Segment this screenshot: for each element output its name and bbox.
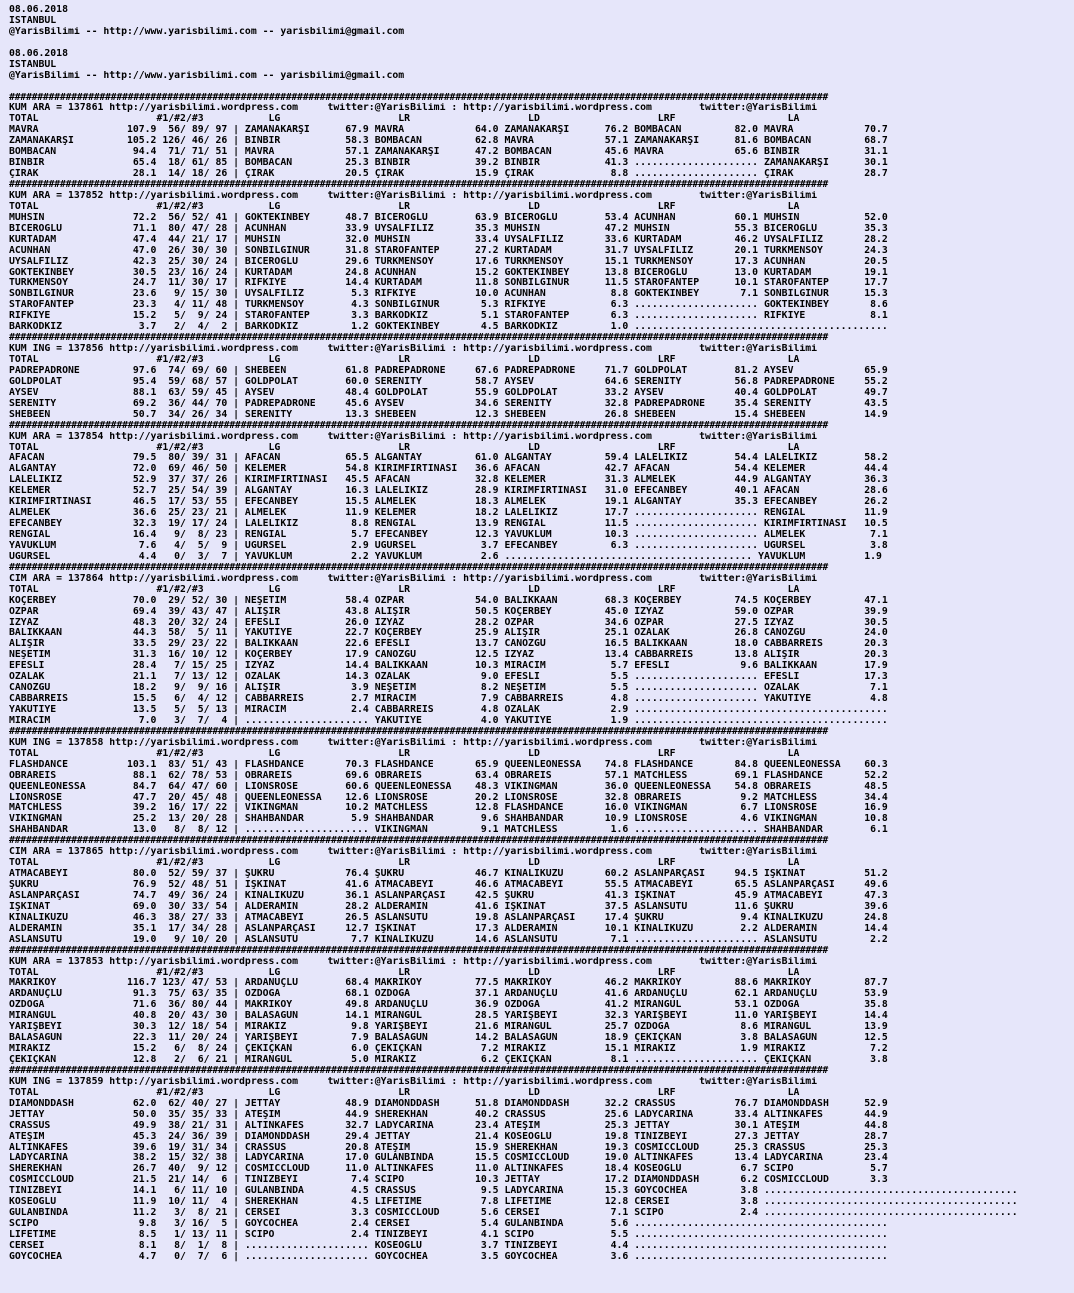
column-header: TOTAL #1/#2/#3 LG LR LD LRF LA — [9, 114, 800, 125]
race-section — [9, 957, 1074, 1066]
race-title: KUM ING = 137858 http://yarisbilimi.wordpress.com twitter:@YarisBilimi : http://yarisbilimi.wordpress.com twitter:@YarisBilimi — [9, 737, 818, 748]
column-header: TOTAL #1/#2/#3 LG LR LD LRF LA — [9, 355, 800, 365]
runner-row: ALMELEK 36.6 25/ 23/ 21 | ALMELEK 11.9 KELEMER 18.2 LALELİKIZ 17.7 ..................... RENGİAL 11.9 — [9, 508, 888, 519]
runner-row: ÖZALAK 21.1 7/ 13/ 12 | ÖZALAK 14.3 ÖZALAK 9.0 EFESLİ 5.5 ..................... EFESLİ 17.3 — [9, 672, 888, 683]
runner-row: COSMICCLOUD 21.5 21/ 14/ 6 | TİNİZBEYİ 7.4 SCIPO 10.3 JETTAY 17.2 DIAMONDDASH 6.2 COSMICCLOUD 3.3 — [9, 1175, 888, 1186]
runner-row: ATMACABEYİ 80.0 52/ 59/ 37 | ŞÜKRÜ 76.4 ŞÜKRÜ 46.7 KINALIKUZU 60.2 ASLANPARÇASI 94.5 İŞKINAT 51.2 — [9, 869, 888, 880]
runner-row: ASLANPARÇASI 74.7 49/ 36/ 24 | KINALIKUZU 36.1 ASLANPARÇASI 42.5 ŞÜKRÜ 41.3 İŞKINAT 45.9 ATMACABEYİ 47.3 — [9, 890, 888, 901]
runner-row: ASLANSUTU 19.0 9/ 10/ 20 | ASLANSUTU 7.7 KINALIKUZU 14.6 ASLANSUTU 7.1 ..................... ASLANSUTU 2.2 — [9, 934, 888, 945]
runner-row: SHEBEEN 50.7 34/ 26/ 34 | SERENITY 13.3 SHEBEEN 12.3 SHEBEEN 26.8 SHEBEEN 15.4 SHEBEEN 14.9 — [9, 409, 888, 420]
runner-row: BARKODKIZ 3.7 2/ 4/ 2 | BARKODKIZ 1.2 GÖKTEKİNBEY 4.5 BARKODKIZ 1.0 ........................................... — [9, 322, 888, 333]
runner-row: ACUNHAN 47.0 26/ 30/ 30 | SONBİLGİNUR 31.8 STAROFANTEP 27.2 KURTADAM 31.7 UYSALFİLİZ 20.1 TÜRKMENSOY 24.3 — [9, 245, 888, 256]
runner-row: GOYCOCHEA 4.7 0/ 7/ 6 | ..................... GOYCOCHEA 3.5 GOYCOCHEA 3.6 ........................................... — [9, 1251, 888, 1262]
runner-row: BALASAGUN 22.3 11/ 20/ 24 | YARIŞBEYİ 7.9 BALASAGUN 14.2 BALASAGUN 18.9 ÇEKİÇKAN 3.8 BALASAGUN 12.5 — [9, 1033, 888, 1044]
race-title: KUM ING = 137856 http://yarisbilimi.wordpress.com twitter:@YarisBilimi : http://yarisbilimi.wordpress.com twitter:@YarisBilimi — [9, 344, 818, 355]
column-header: TOTAL #1/#2/#3 LG LR LD LRF LA — [9, 1087, 800, 1098]
runner-row: BOMBACAN 94.4 71/ 71/ 51 | MAVRA 57.1 ZAMANAKARŞI 47.2 BOMBACAN 45.6 MAVRA 65.6 BİNBİR 31.1 — [9, 147, 888, 158]
runner-row: CABBARREİS 15.5 6/ 4/ 12 | CABBARREİS 2.7 MİRACIM 7.9 CABBARREİS 4.8 ..................... YAKUTİYE 4.8 — [9, 694, 888, 705]
header-line: @YarisBilimi -- http://www.yarisbilimi.com -- yarisbilimi@gmail.com — [9, 26, 405, 37]
header-line: 08.06.2018 — [9, 5, 68, 15]
runner-row: GÖKTEKİNBEY 30.5 23/ 16/ 24 | KURTADAM 24.8 ACUNHAN 15.2 GÖKTEKİNBEY 13.8 BİCEROĞLU 13.0 KURTADAM 19.1 — [9, 267, 888, 278]
runner-row: İZYAZ 48.3 20/ 32/ 24 | EFESLİ 26.0 İZYAZ 28.2 ÖZPAR 34.6 ÖZPAR 27.5 İZYAZ 30.5 — [9, 617, 888, 628]
runner-row: PADREPADRONE 97.6 74/ 69/ 60 | SHEBEEN 61.8 PADREPADRONE 67.6 PADREPADRONE 71.7 GOLDPOLAT 81.2 AYSEV 65.9 — [9, 365, 888, 376]
runner-row: MİRACIM 7.0 3/ 7/ 4 | ..................... YAKUTİYE 4.0 YAKUTİYE 1.9 ........................................... — [9, 715, 888, 726]
runner-row: YAVUKLUM 7.6 4/ 5/ 9 | UĞURSEL 2.9 UĞURSEL 3.7 EFECANBEY 6.3 ..................... UĞURSEL 3.8 — [9, 540, 888, 551]
runner-row: MAVRA 107.9 56/ 89/ 97 | ZAMANAKARŞI 67.9 MAVRA 64.0 ZAMANAKARŞI 76.2 BOMBACAN 82.0 MAVRA 70.7 — [9, 125, 888, 136]
race-section — [9, 344, 1074, 421]
race-section — [9, 847, 1074, 945]
runner-row: ÖZDOĞA 71.6 36/ 80/ 44 | MAKRİKÖY 49.8 ARDANUÇLU 36.9 ÖZDOĞA 41.2 MİRANGÜL 53.1 ÖZDOĞA 35.8 — [9, 1000, 888, 1011]
runner-row: GULANBINDA 11.2 3/ 8/ 21 | CERSEI 3.3 COSMICCLOUD 5.6 CERSEI 7.1 SCIPO 2.4 ........................................... — [9, 1208, 1018, 1219]
separator-rule: ################################################################################################################################################# — [9, 945, 828, 956]
runner-row: KELEMER 52.7 25/ 54/ 39 | ALGANTAY 16.3 LALELİKIZ 28.9 KIRIMFIRTINASI 31.0 EFECANBEY 40.1 AFACAN 28.6 — [9, 486, 888, 497]
runner-row: JETTAY 50.0 35/ 35/ 33 | ATEŞİM 44.9 SHEREKHAN 40.2 CRASSUS 25.6 LADYCARINA 33.4 ALTINKAFES 44.9 — [9, 1109, 888, 1120]
runner-row: UĞURSEL 4.4 0/ 3/ 7 | YAVUKLUM 2.2 YAVUKLUM 2.6 .......................................... YAVUKLUM 1.9 — [9, 551, 882, 562]
race-title: CIM ARA = 137865 http://yarisbilimi.wordpress.com twitter:@YarisBilimi : http://yarisbilimi.wordpress.com twitter:@YarisBilimi — [9, 847, 818, 858]
runner-row: FLASHDANCE 103.1 83/ 51/ 43 | FLASHDANCE 70.3 FLASHDANCE 65.9 QUEENLEONESSA 74.8 FLASHDANCE 84.8 QUEENLEONESSA 60.3 — [9, 759, 888, 770]
blank-line — [9, 38, 1074, 49]
runner-row: MUHSİN 72.2 56/ 52/ 41 | GÖKTEKİNBEY 48.7 BİCEROĞLU 63.9 BİCEROĞLU 53.4 ACUNHAN 60.1 MUHSİN 52.0 — [9, 212, 888, 223]
runner-row: TİNİZBEYİ 14.1 6/ 11/ 10 | GULANBINDA 4.5 CRASSUS 9.5 LADYCARINA 15.3 GOYCOCHEA 3.8 ........................................... — [9, 1186, 1018, 1197]
runner-row: KINALIKUZU 46.3 38/ 27/ 33 | ATMACABEYİ 26.5 ASLANSUTU 19.8 ASLANPARÇASI 17.4 ŞÜKRÜ 9.4 KINALIKUZU 24.8 — [9, 912, 888, 923]
runner-row: SHAHBANDAR 13.0 8/ 8/ 12 | ..................... VIKINGMAN 9.1 MATCHLESS 1.6 ..................... SHAHBANDAR 6.1 — [9, 825, 888, 836]
runner-row: GOLDPOLAT 95.4 59/ 68/ 57 | GOLDPOLAT 60.0 SERENITY 58.7 AYSEV 64.6 SERENITY 56.8 PADREPADRONE 55.2 — [9, 376, 888, 387]
runner-row: AYSEV 88.1 63/ 59/ 45 | AYSEV 48.4 GOLDPOLAT 55.9 GOLDPOLAT 33.2 AYSEV 40.4 GOLDPOLAT 49.7 — [9, 387, 888, 398]
header-line: 08.06.2018 — [9, 48, 68, 59]
race-section — [9, 574, 1074, 727]
runner-row: KURTADAM 47.4 44/ 21/ 17 | MUHSİN 32.0 MUHSİN 33.4 UYSALFİLİZ 33.6 KURTADAM 46.2 UYSALFİLİZ 28.2 — [9, 234, 888, 245]
separator-rule: ################################################################################################################################################# — [9, 1065, 828, 1076]
runner-row: CRASSUS 49.9 38/ 21/ 31 | ALTINKAFES 32.7 LADYCARINA 23.4 ATEŞİM 25.3 JETTAY 30.1 ATEŞİM 44.8 — [9, 1120, 888, 1131]
runner-row: SONBİLGİNUR 23.6 9/ 15/ 30 | UYSALFİLİZ 5.3 RIFKIYE 10.0 ACUNHAN 8.8 GÖKTEKİNBEY 7.1 SONBİLGİNUR 15.3 — [9, 289, 888, 300]
runner-row: ALTINKAFES 39.6 19/ 31/ 34 | CRASSUS 20.8 ATEŞİM 15.9 SHEREKHAN 19.3 COSMICCLOUD 25.3 CRASSUS 25.3 — [9, 1142, 888, 1153]
runner-row: VIKINGMAN 25.2 13/ 20/ 28 | SHAHBANDAR 5.9 SHAHBANDAR 9.6 SHAHBANDAR 10.9 LIONSROSE 4.6 VIKINGMAN 10.8 — [9, 814, 888, 825]
runner-row: DIAMONDDASH 62.0 62/ 40/ 27 | JETTAY 48.9 DIAMONDDASH 51.8 DIAMONDDASH 32.2 CRASSUS 76.7 DIAMONDDASH 52.9 — [9, 1098, 888, 1109]
runner-row: KIRIMFIRTINASI 46.5 17/ 53/ 55 | EFECANBEY 15.5 ALMELEK 18.3 ALMELEK 19.1 ALGANTAY 35.3 EFECANBEY 26.2 — [9, 497, 888, 508]
runner-row: ÇEKİÇKAN 12.8 2/ 6/ 21 | MİRANGÜL 5.0 MİRAKIZ 6.2 ÇEKİÇKAN 8.1 ..................... ÇEKİÇKAN 3.8 — [9, 1055, 888, 1065]
race-title: CIM ARA = 137864 http://yarisbilimi.wordpress.com twitter:@YarisBilimi : http://yarisbilimi.wordpress.com twitter:@YarisBilimi — [9, 573, 818, 584]
runner-row: SERENITY 69.2 36/ 44/ 70 | PADREPADRONE 45.6 AYSEV 34.6 SERENITY 32.8 PADREPADRONE 35.4 SERENITY 43.5 — [9, 398, 888, 409]
runner-row: TÜRKMENSOY 24.7 11/ 30/ 17 | RIFKIYE 14.4 KURTADAM 11.8 SONBİLGİNUR 11.5 STAROFANTEP 10.1 STAROFANTEP 17.7 — [9, 278, 888, 289]
runner-row: CERSEI 8.1 8/ 1/ 8 | ..................... KOSEOGLU 3.7 TİNİZBEYİ 4.4 ........................................... — [9, 1240, 888, 1251]
separator-rule: ################################################################################################################################################# — [9, 92, 828, 103]
column-header: TOTAL #1/#2/#3 LG LR LD LRF LA — [9, 748, 800, 759]
column-header: TOTAL #1/#2/#3 LG LR LD LRF LA — [9, 201, 800, 212]
runner-row: KOSEOGLU 11.9 10/ 11/ 4 | SHEREKHAN 4.5 LIFETIME 7.8 LIFETIME 12.8 CERSEI 3.8 ........................................... — [9, 1197, 1018, 1208]
runner-row: STAROFANTEP 23.3 4/ 11/ 48 | TÜRKMENSOY 4.3 SONBİLGİNUR 5.3 RIFKIYE 6.3 ..................... GÖKTEKİNBEY 8.6 — [9, 300, 888, 311]
runner-row: EFECANBEY 32.3 19/ 17/ 24 | LALELİKIZ 8.8 RENGİAL 13.9 RENGİAL 11.5 ..................... KIRIMFIRTINASI 10.5 — [9, 519, 888, 530]
header-line: ISTANBUL — [9, 15, 57, 26]
separator-rule: ################################################################################################################################################# — [9, 836, 828, 847]
separator-rule: ################################################################################################################################################# — [9, 420, 828, 431]
runner-row: MİRANGÜL 40.8 20/ 43/ 30 | BALASAGUN 14.1 MİRANGÜL 28.5 YARIŞBEYİ 32.3 YARIŞBEYİ 11.0 YARIŞBEYİ 14.4 — [9, 1011, 888, 1022]
runner-row: SCIPO 9.8 3/ 16/ 5 | GOYCOCHEA 2.4 CERSEI 5.4 GULANBINDA 5.6 ........................................... — [9, 1219, 888, 1230]
runner-row: ŞÜKRÜ 76.9 52/ 48/ 51 | İŞKINAT 41.6 ATMACABEYİ 46.6 ATMACABEYİ 55.5 ATMACABEYİ 65.5 ASLANPARÇASI 49.6 — [9, 880, 888, 890]
separator-rule: ################################################################################################################################################# — [9, 562, 828, 573]
column-header: TOTAL #1/#2/#3 LG LR LD LRF LA — [9, 858, 800, 869]
runner-row: ALDERAMİN 35.1 17/ 34/ 28 | ASLANPARÇASI 12.7 İŞKINAT 17.3 ALDERAMİN 10.1 KINALIKUZU 2.2 ALDERAMİN 14.4 — [9, 923, 888, 934]
runner-row: RENGİAL 16.4 9/ 8/ 23 | RENGİAL 5.7 EFECANBEY 12.3 YAVUKLUM 10.3 ..................... ALMELEK 7.1 — [9, 530, 888, 540]
runner-row: AFACAN 79.5 80/ 39/ 31 | AFACAN 65.5 ALGANTAY 61.0 ALGANTAY 59.4 LALELİKIZ 54.4 LALELİKIZ 58.2 — [9, 453, 888, 464]
runner-row: BİNBİR 65.4 18/ 61/ 85 | BOMBACAN 25.3 BİNBİR 39.2 BİNBİR 41.3 ..................... ZAMANAKARŞI 30.1 — [9, 158, 888, 169]
runner-row: MİRAKIZ 15.2 6/ 8/ 24 | ÇEKİÇKAN 6.0 ÇEKİÇKAN 7.2 MİRAKIZ 15.1 MİRAKIZ 1.9 MİRAKIZ 7.2 — [9, 1044, 888, 1055]
blank-line — [9, 82, 1074, 93]
runner-row: ARDANUÇLU 91.3 75/ 63/ 35 | ÖZDOĞA 68.1 ÖZDOĞA 37.1 ARDANUÇLU 41.6 ARDANUÇLU 62.1 ARDANUÇLU 53.9 — [9, 989, 888, 1000]
runner-row: OBRAREİS 88.1 62/ 78/ 53 | OBRAREİS 69.6 OBRAREİS 63.4 OBRAREİS 57.1 MATCHLESS 69.1 FLASHDANCE 52.2 — [9, 770, 888, 781]
race-section — [9, 103, 1074, 180]
runner-row: ZAMANAKARŞI 105.2 126/ 46/ 26 | BİNBİR 58.3 BOMBACAN 62.8 MAVRA 57.1 ZAMANAKARŞI 81.6 BOMBACAN 68.7 — [9, 136, 888, 147]
runner-row: RIFKIYE 15.2 5/ 9/ 24 | STAROFANTEP 3.3 BARKODKIZ 5.1 STAROFANTEP 6.3 ..................... RIFKIYE 8.1 — [9, 311, 888, 322]
runner-row: LIFETIME 8.5 1/ 13/ 11 | SCIPO 2.4 TİNİZBEYİ 4.1 SCIPO 5.5 ........................................... — [9, 1230, 888, 1240]
runner-row: KOÇERBEY 70.0 29/ 52/ 30 | NEŞETİM 58.4 ÖZPAR 54.0 BALIKKAAN 68.3 KOÇERBEY 74.5 KOÇERBEY 47.1 — [9, 595, 888, 606]
runner-row: MATCHLESS 39.2 16/ 17/ 22 | VIKINGMAN 10.2 MATCHLESS 12.8 FLASHDANCE 16.0 VIKINGMAN 6.7 LIONSROSE 16.9 — [9, 803, 888, 814]
race-title: KUM ARA = 137852 http://yarisbilimi.wordpress.com twitter:@YarisBilimi : http://yarisbilimi.wordpress.com twitter:@YarisBilimi — [9, 190, 818, 201]
race-title: KUM ING = 137859 http://yarisbilimi.wordpress.com twitter:@YarisBilimi : http://yarisbilimi.wordpress.com twitter:@YarisBilimi — [9, 1076, 818, 1087]
race-title: KUM ARA = 137853 http://yarisbilimi.wordpress.com twitter:@YarisBilimi : http://yarisbilimi.wordpress.com twitter:@YarisBilimi — [9, 956, 818, 967]
runner-row: MAKRİKÖY 116.7 123/ 47/ 53 | ARDANUÇLU 68.4 MAKRİKÖY 77.5 MAKRİKÖY 46.2 MAKRİKÖY 88.6 MAKRİKÖY 87.7 — [9, 978, 888, 989]
race-title: KUM ARA = 137861 http://yarisbilimi.wordpress.com twitter:@YarisBilimi : http://yarisbilimi.wordpress.com twitter:@YarisBilimi — [9, 103, 818, 114]
runner-row: QUEENLEONESSA 84.7 64/ 47/ 60 | LIONSROSE 60.6 QUEENLEONESSA 48.3 VIKINGMAN 36.0 QUEENLEONESSA 54.8 OBRAREİS 48.5 — [9, 781, 888, 792]
runner-row: LADYCARINA 38.2 15/ 32/ 38 | LADYCARINA 17.0 GULANBINDA 15.5 COSMICCLOUD 19.0 ALTINKAFES 13.4 LADYCARINA 23.4 — [9, 1153, 888, 1164]
runner-row: YARIŞBEYİ 30.3 12/ 18/ 54 | MİRAKIZ 9.8 YARIŞBEYİ 21.6 MİRANGÜL 25.7 ÖZDOĞA 8.6 MİRANGÜL 13.9 — [9, 1022, 888, 1033]
runner-row: LALELİKIZ 52.9 37/ 37/ 26 | KIRIMFIRTINASI 45.5 AFACAN 32.8 KELEMER 31.3 ALMELEK 44.9 ALGANTAY 36.3 — [9, 475, 888, 486]
runner-row: ATEŞİM 45.3 24/ 36/ 39 | DIAMONDDASH 29.4 JETTAY 21.4 KOSEOGLU 19.8 TİNİZBEYİ 27.3 JETTAY 28.7 — [9, 1131, 888, 1142]
runner-row: NEŞETİM 31.3 16/ 10/ 12 | KOÇERBEY 17.9 CANOZGÜ 12.5 İZYAZ 13.4 CABBARREİS 13.8 ALİŞİR 20.3 — [9, 650, 888, 661]
runner-row: LIONSROSE 47.7 20/ 45/ 48 | QUEENLEONESSA 12.6 LIONSROSE 20.2 LIONSROSE 32.8 OBRAREİS 9.2 MATCHLESS 34.4 — [9, 792, 888, 803]
column-header: TOTAL #1/#2/#3 LG LR LD LRF LA — [9, 442, 800, 453]
runner-row: EFESLİ 28.4 7/ 15/ 25 | İZYAZ 14.4 BALIKKAAN 10.3 MİRACIM 5.7 EFESLİ 9.6 BALIKKAAN 17.9 — [9, 661, 888, 672]
runner-row: SHEREKHAN 26.7 40/ 9/ 12 | COSMICCLOUD 11.0 ALTINKAFES 11.0 ALTINKAFES 18.4 KOSEOGLU 6.7 SCIPO 5.7 — [9, 1164, 888, 1175]
race-section — [9, 432, 1074, 563]
column-header: TOTAL #1/#2/#3 LG LR LD LRF LA — [9, 967, 800, 978]
runner-row: YAKUTİYE 13.5 5/ 5/ 13 | MİRACIM 2.4 CABBARREİS 4.8 ÖZALAK 2.9 ........................................... — [9, 705, 888, 715]
runner-row: CANOZGÜ 18.2 9/ 9/ 16 | ALİŞİR 3.9 NEŞETİM 8.2 NEŞETİM 5.5 ..................... ÖZALAK 7.1 — [9, 683, 888, 694]
separator-rule: ################################################################################################################################################# — [9, 333, 828, 344]
runner-row: ALİŞİR 33.5 29/ 23/ 22 | BALIKKAAN 22.6 EFESLİ 13.7 CANOZGÜ 16.5 BALIKKAAN 18.0 CABBARREİS 20.3 — [9, 639, 888, 650]
header-line: ISTANBUL — [9, 59, 57, 70]
separator-rule: ################################################################################################################################################# — [9, 726, 828, 737]
runner-row: UYSALFİLİZ 42.3 25/ 30/ 24 | BİCEROĞLU 29.6 TÜRKMENSOY 17.6 TÜRKMENSOY 15.1 TÜRKMENSOY 17.3 ACUNHAN 20.5 — [9, 256, 888, 267]
race-section — [9, 1077, 1074, 1263]
runner-row: ALGANTAY 72.0 69/ 46/ 50 | KELEMER 54.8 KIRIMFIRTINASI 36.6 AFACAN 42.7 AFACAN 54.4 KELEMER 44.4 — [9, 464, 888, 475]
runner-row: ÇIRAK 28.1 14/ 18/ 26 | ÇIRAK 20.5 ÇIRAK 15.9 ÇIRAK 8.8 ..................... ÇIRAK 28.7 — [9, 169, 888, 180]
runner-row: ÖZPAR 69.4 39/ 43/ 47 | ALİŞİR 43.8 ALİŞİR 50.5 KOÇERBEY 45.0 İZYAZ 59.0 ÖZPAR 39.9 — [9, 606, 888, 617]
runner-row: İŞKINAT 69.0 30/ 33/ 54 | ALDERAMİN 28.2 ALDERAMİN 41.6 İŞKINAT 37.5 ASLANSUTU 11.6 ŞÜKRÜ 39.6 — [9, 901, 888, 912]
race-section — [9, 191, 1074, 333]
race-title: KUM ARA = 137854 http://yarisbilimi.wordpress.com twitter:@YarisBilimi : http://yarisbilimi.wordpress.com twitter:@YarisBilimi — [9, 431, 818, 442]
header-line: @YarisBilimi -- http://www.yarisbilimi.com -- yarisbilimi@gmail.com — [9, 70, 405, 81]
runner-row: BALIKKAAN 44.3 58/ 5/ 11 | YAKUTİYE 22.7 KOÇERBEY 25.9 ALİŞİR 25.1 ÖZALAK 26.8 CANOZGÜ 24.0 — [9, 628, 888, 639]
column-header: TOTAL #1/#2/#3 LG LR LD LRF LA — [9, 584, 800, 595]
race-section — [9, 738, 1074, 836]
runner-row: BİCEROĞLU 71.1 80/ 47/ 28 | ACUNHAN 33.9 UYSALFİLİZ 35.3 MUHSİN 47.2 MUHSİN 55.3 BİCEROĞLU 35.3 — [9, 223, 888, 234]
separator-rule: ################################################################################################################################################# — [9, 180, 828, 190]
